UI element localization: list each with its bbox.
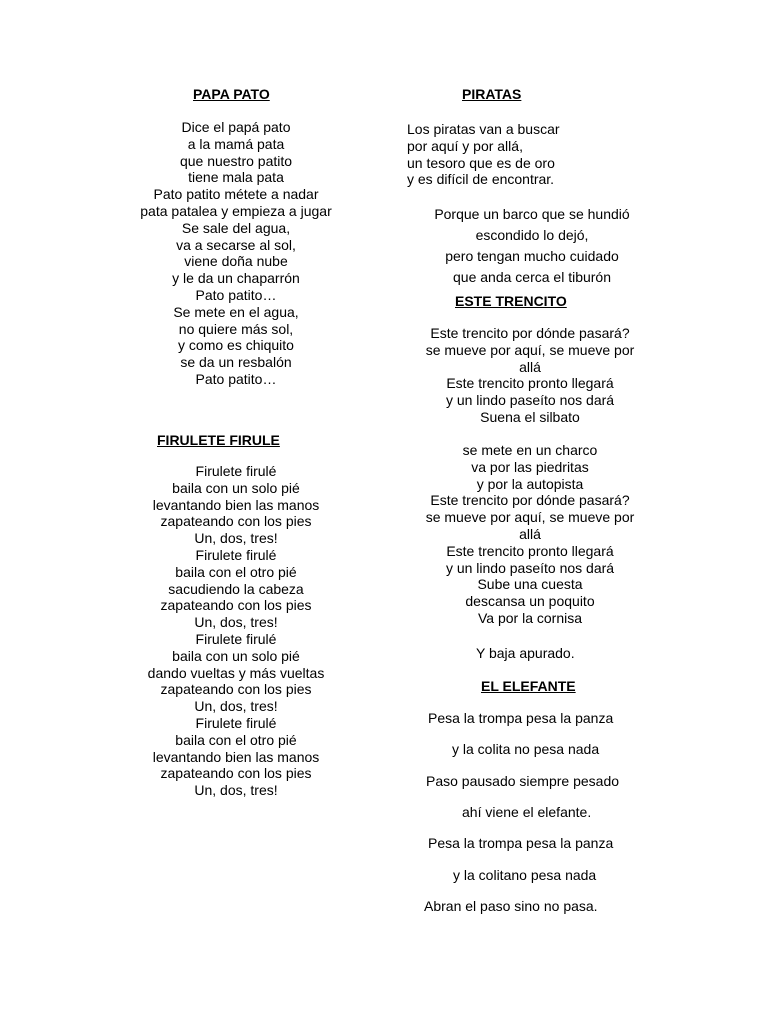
poem-line: y la colita no pesa nada <box>452 741 600 757</box>
poem-line: que nuestro patito <box>179 152 293 169</box>
poem-line: y un lindo paseíto nos dará <box>445 559 615 576</box>
trencito-block-1 <box>405 325 655 426</box>
papa-pato-poem <box>116 119 356 388</box>
poem-line: zapateando con los pies <box>160 765 312 782</box>
poem-line: Pesa la trompa pesa la panza <box>428 835 614 851</box>
poem-line: sacudiendo la cabeza <box>168 580 304 597</box>
poem-line: y por la autopista <box>476 475 584 492</box>
poem-line: se da un resbalón <box>180 354 292 371</box>
poem-line: Un, dos, tres! <box>194 614 278 631</box>
poem-line: Va por la cornisa <box>477 609 582 626</box>
poem-line: Se sale del agua, <box>181 219 291 236</box>
poem-line: zapateando con los pies <box>160 597 312 614</box>
poem-line: Un, dos, tres! <box>194 698 278 715</box>
poem-line: levantando bien las manos <box>152 748 320 765</box>
poem-line: Paso pausado siempre pesado <box>426 773 620 789</box>
poem-line: baila con el otro pié <box>175 563 297 580</box>
firulete-poem <box>116 463 356 799</box>
poem-line: va a secarse al sol, <box>176 236 296 253</box>
poem-line: Porque un barco que se hundió <box>434 206 630 222</box>
poem-line: por aquí y por allá, <box>407 137 523 154</box>
poem-line: descansa un poquito <box>465 593 595 610</box>
trencito-ending <box>476 645 575 662</box>
poem-line: zapateando con los pies <box>160 681 312 698</box>
poem-line: allá <box>519 358 541 375</box>
poem-line: Este trencito por dónde pasará? <box>430 492 630 509</box>
poem-line: que anda cerca el tiburón <box>453 269 611 285</box>
papa-pato-title: PAPA PATO <box>193 86 270 102</box>
piratas-stanza-2 <box>407 204 657 288</box>
firulete-title: FIRULETE FIRULE <box>157 432 280 448</box>
poem-line: pata patalea y empieza a jugar <box>140 202 332 219</box>
poem-line: pero tengan mucho cuidado <box>445 248 619 264</box>
trencito-block-2 <box>405 442 655 627</box>
poem-line: y un lindo paseíto nos dará <box>445 392 615 409</box>
poem-line: dando vueltas y más vueltas <box>147 664 325 681</box>
poem-line: a la mamá pata <box>187 135 285 152</box>
poem-line: y le da un chaparrón <box>172 270 300 287</box>
poem-line: Firulete firulé <box>195 463 277 479</box>
poem-line: Se mete en el agua, <box>173 303 299 320</box>
poem-line: baila con un solo pié <box>172 647 300 664</box>
poem-line: ahí viene el elefante. <box>462 804 592 820</box>
poem-line: se mete en un charco <box>462 442 598 458</box>
poem-line: Y baja apurado. <box>476 645 575 661</box>
poem-line: Pato patito… <box>195 286 277 303</box>
poem-line: va por las piedritas <box>471 458 589 475</box>
poem-line: Un, dos, tres! <box>194 782 278 799</box>
poem-line: se mueve por aquí, se mueve por <box>425 509 635 526</box>
poem-line: zapateando con los pies <box>160 513 312 530</box>
poem-line: y la colitano pesa nada <box>453 867 597 883</box>
poem-line: Dice el papá pato <box>181 119 291 135</box>
elefante-title: EL ELEFANTE <box>481 678 576 694</box>
poem-line: Un, dos, tres! <box>194 530 278 547</box>
poem-line: Este trencito pronto llegará <box>446 542 614 559</box>
poem-line: Pato patito… <box>195 370 277 387</box>
poem-line: Sube una cuesta <box>477 576 583 593</box>
poem-line: allá <box>519 525 541 542</box>
poem-line: baila con el otro pié <box>175 731 297 748</box>
trencito-title: ESTE TRENCITO <box>455 293 567 309</box>
poem-line: tiene mala pata <box>188 169 284 186</box>
poem-line: Abran el paso sino no pasa. <box>424 898 598 914</box>
poem-line: y como es chiquito <box>178 337 294 354</box>
poem-line: un tesoro que es de oro <box>407 154 555 171</box>
poem-line: Firulete firulé <box>195 630 277 647</box>
poem-line: Pato patito métete a nadar <box>153 186 319 203</box>
piratas-stanza-1 <box>407 121 560 188</box>
poem-line: Este trencito pronto llegará <box>446 375 614 392</box>
poem-line: Los piratas van a buscar <box>407 121 560 137</box>
poem-line: levantando bien las manos <box>152 496 320 513</box>
poem-line: Este trencito por dónde pasará? <box>430 325 630 341</box>
poem-line: y es difícil de encontrar. <box>407 171 555 188</box>
poem-line: Pesa la trompa pesa la panza <box>428 710 614 726</box>
poem-line: escondido lo dejó, <box>475 227 589 243</box>
poem-line: Suena el silbato <box>480 408 580 425</box>
poem-line: Firulete firulé <box>195 546 277 563</box>
poem-line: viene doña nube <box>184 253 288 270</box>
poem-line: Firulete firulé <box>195 714 277 731</box>
piratas-title: PIRATAS <box>462 86 522 102</box>
poem-line: no quiere más sol, <box>178 320 294 337</box>
poem-line: baila con un solo pié <box>172 479 300 496</box>
poem-line: se mueve por aquí, se mueve por <box>425 341 635 358</box>
